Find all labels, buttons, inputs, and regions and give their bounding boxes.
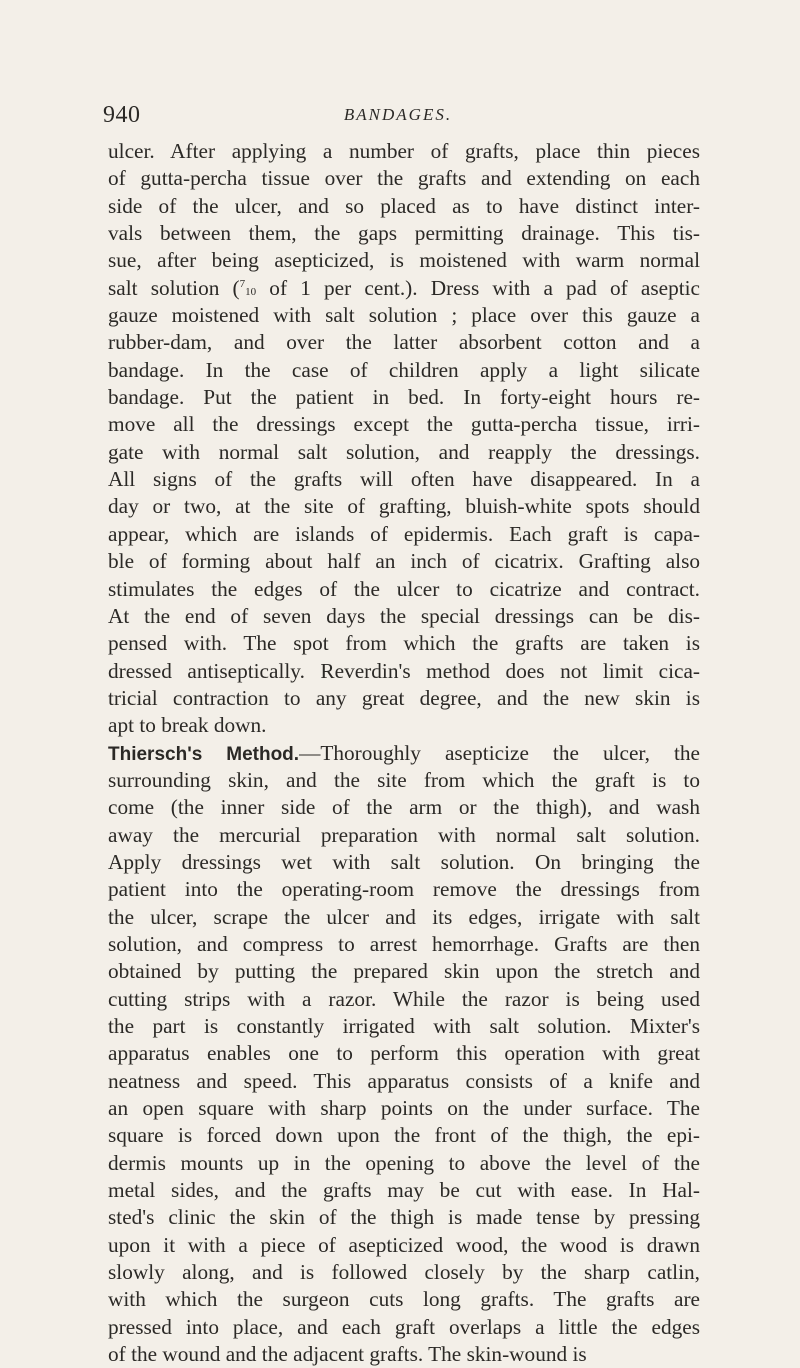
text-line: patient into the operating-room remove the dressings from [108, 877, 700, 902]
text-line: sue, after being asepticized, is moistened with warm normal [108, 248, 700, 273]
body-text [108, 138, 700, 1368]
fraction-numerator: 7 [239, 277, 246, 290]
text-line: rubber-dam, and over the latter absorbent cotton and a [108, 330, 700, 355]
text-line: metal sides, and the grafts may be cut with ease. In Hal- [108, 1178, 700, 1203]
text-line: gate with normal salt solution, and reapply the dressings. [108, 439, 700, 464]
text-line: ulcer. After applying a number of grafts, place thin pieces [108, 139, 700, 163]
page-number: 940 [103, 102, 141, 128]
text-line: Apply dressings wet with salt solution. On bringing the [108, 849, 700, 874]
text-line: tricial contraction to any great degree, and the new skin is [108, 685, 700, 710]
section-heading-line [108, 740, 700, 767]
text-line: come (the inner side of the arm or the thigh), and wash [108, 795, 700, 820]
section-heading: Thiersch's Method. [108, 743, 300, 765]
text-line: obtained by putting the prepared skin upon the stretch and [108, 959, 700, 984]
text-line: an open square with sharp points on the under surface. The [108, 1096, 700, 1121]
text-line: the part is constantly irrigated with salt solution. Mixter's [108, 1014, 700, 1038]
text-line: bandage. Put the patient in bed. In forty-eight hours re- [108, 385, 700, 410]
text-line: ble of forming about half an inch of cicatrix. Grafting also [108, 549, 700, 574]
text-line: apparatus enables one to perform this operation with great [108, 1041, 700, 1066]
text-line: surrounding skin, and the site from which the graft is to [108, 767, 700, 792]
text-line: bandage. In the case of children apply a light silicate [108, 357, 700, 382]
page-header [103, 102, 693, 132]
text-line: appear, which are islands of epidermis. Each graft is capa- [108, 521, 700, 546]
text-line: square is forced down upon the front of the thigh, the epi- [108, 1123, 700, 1148]
text-line: At the end of seven days the special dressings can be dis- [108, 603, 700, 628]
running-head: BANDAGES. [343, 105, 453, 124]
text-line: upon it with a piece of asepticized wood, the wood is drawn [108, 1232, 700, 1257]
text-line: neatness and speed. This apparatus consists of a knife and [108, 1068, 700, 1093]
text-line: dermis mounts up in the opening to above the level of the [108, 1150, 700, 1175]
text-line: of gutta-percha tissue over the grafts and extending on each [108, 166, 700, 191]
text-line: day or two, at the site of grafting, bluish-white spots should [108, 494, 700, 519]
text-line: dressed antiseptically. Reverdin's method does not limit cica- [108, 658, 700, 683]
text-line: the ulcer, scrape the ulcer and its edges, irrigate with salt [108, 904, 700, 929]
text-fragment: salt solution ( [108, 275, 240, 300]
text-line: gauze moistened with salt solution ; place over this gauze a [108, 303, 700, 328]
fraction [239, 277, 257, 298]
text-line: with which the surgeon cuts long grafts. The grafts are [108, 1287, 700, 1312]
text-line: cutting strips with a razor. While the razor is being used [108, 986, 700, 1011]
text-line: away the mercurial preparation with normal salt solution. [108, 822, 700, 847]
text-line: All signs of the grafts will often have disappeared. In a [108, 467, 700, 492]
text-line: apt to break down. [108, 713, 267, 738]
text-line: vals between them, the gaps permitting drainage. This tis- [108, 221, 700, 246]
text-fragment: —Thoroughly asepticize the ulcer, the [299, 740, 701, 765]
text-line-with-fraction [108, 275, 700, 302]
text-line: move all the dressings except the gutta-percha tissue, irri- [108, 412, 700, 437]
text-line: pensed with. The spot from which the grafts are taken is [108, 631, 700, 656]
text-line: pressed into place, and each graft overlaps a little the edges [108, 1314, 700, 1339]
text-line: of the wound and the adjacent grafts. The skin-wound is [108, 1342, 587, 1367]
text-line: slowly along, and is followed closely by the sharp catlin, [108, 1260, 700, 1285]
fraction-denominator: 10 [245, 285, 257, 298]
text-line: side of the ulcer, and so placed as to have distinct inter- [108, 193, 700, 218]
text-line: stimulates the edges of the ulcer to cicatrize and contract. [108, 576, 700, 601]
text-line: sted's clinic the skin of the thigh is made tense by pressing [108, 1205, 700, 1230]
text-fragment: of 1 per cent.). Dress with a pad of aseptic [256, 275, 701, 300]
text-line: solution, and compress to arrest hemorrhage. Grafts are then [108, 931, 700, 956]
